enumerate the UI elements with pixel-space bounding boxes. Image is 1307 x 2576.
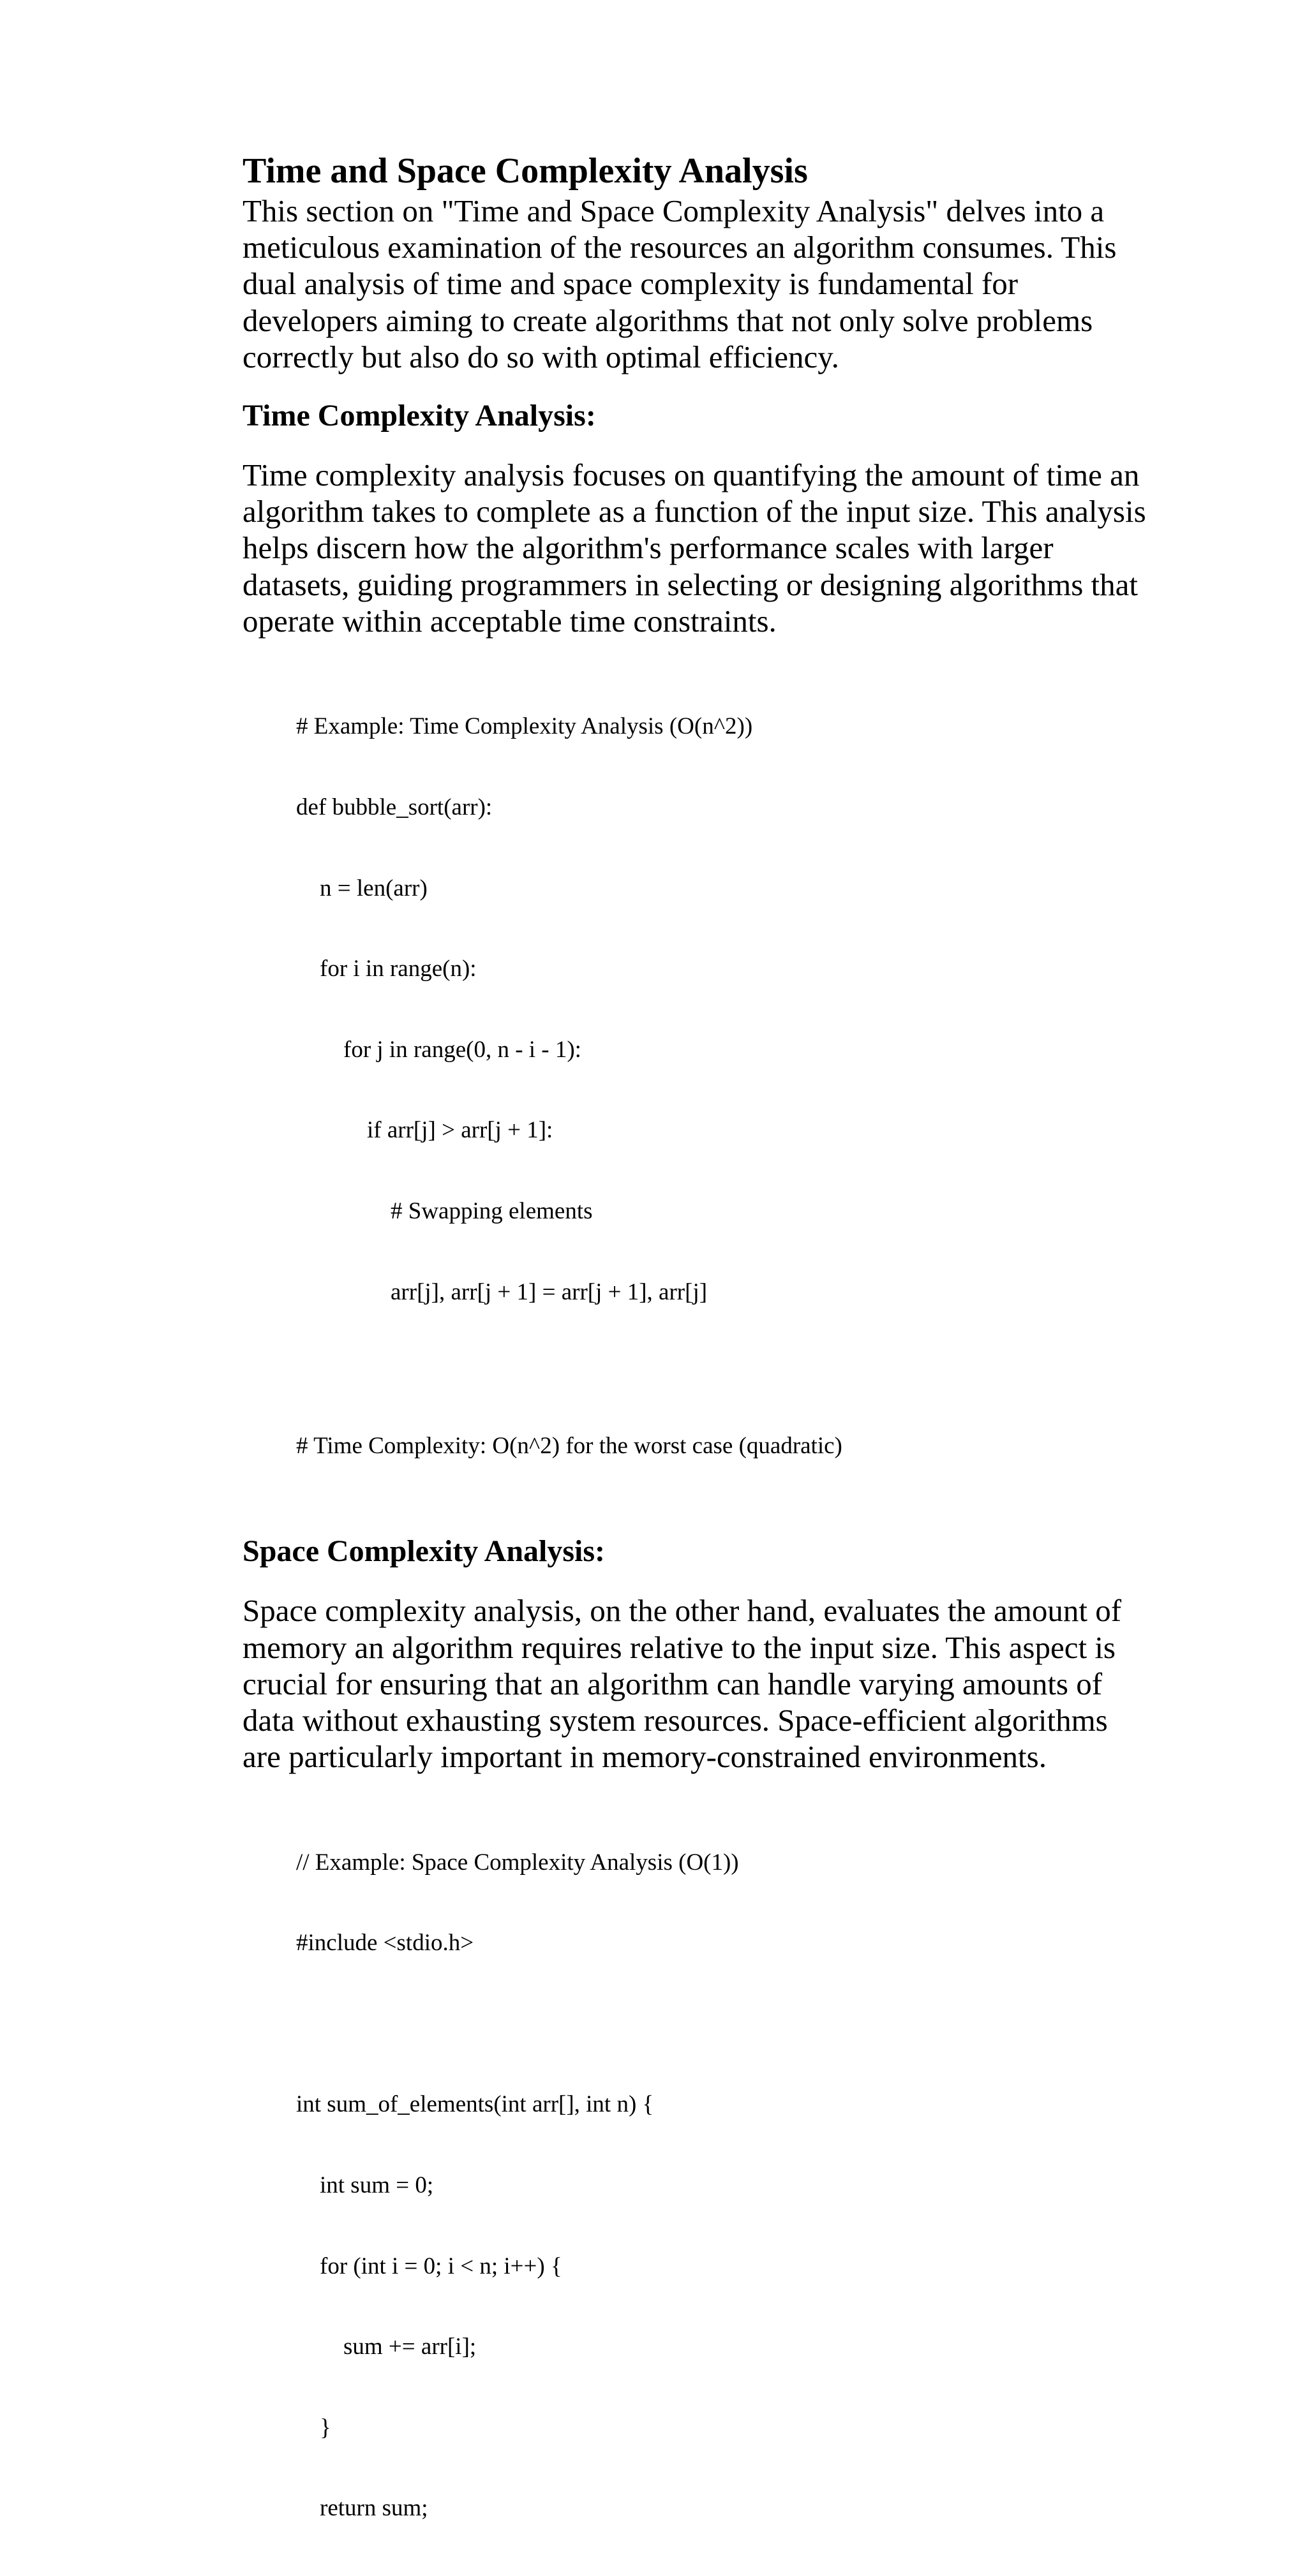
code-line: def bubble_sort(arr): [296,794,493,821]
code-line: return sum; [296,2495,428,2522]
time-complexity-code-note [296,1379,1149,1513]
code-line: for (int i = 0; i < n; i++) { [296,2253,562,2279]
page-title: Time and Space Complexity Analysis [243,151,808,191]
code-line [296,2011,1149,2038]
time-complexity-heading: Time Complexity Analysis: [243,399,596,433]
code-line: // Example: Space Complexity Analysis (O(1)) [296,1849,739,1876]
code-line: if arr[j] > arr[j + 1]: [296,1117,553,1144]
code-line: for i in range(n): [296,956,477,982]
code-line: arr[j], arr[j + 1] = arr[j + 1], arr[j] [296,1278,708,1305]
code-line: } [296,2414,331,2441]
document-page [243,151,1149,2576]
code-line: int sum_of_elements(int arr[], int n) { [296,2091,654,2118]
code-line: n = len(arr) [296,875,428,901]
space-complexity-code-block [296,1795,1149,2576]
time-complexity-paragraph: Time complexity analysis focuses on quantifying the amount of time an algorithm takes to complete as a function of the input size. This analysis helps discern how the algorithm's performance scales with larger datasets, guiding programmers in selecting or designing algorithms that operate within acceptable time constraints. [243,457,1146,639]
code-line: # Example: Time Complexity Analysis (O(n^2)) [296,713,753,740]
code-line: int sum = 0; [296,2172,434,2198]
code-line: # Time Complexity: O(n^2) for the worst case (quadratic) [296,1432,842,1459]
code-line: # Swapping elements [296,1198,593,1225]
time-complexity-code-block [296,660,1149,1359]
space-complexity-paragraph: Space complexity analysis, on the other hand, evaluates the amount of memory an algorithm requires relative to the input size. This aspect is crucial for ensuring that an algorithm can handle varying amounts of data without exhausting system resources. Space-efficient algorithms are particularly important in memory-constrained environments. [243,1593,1122,1775]
code-line: for j in range(0, n - i - 1): [296,1036,581,1063]
intro-paragraph: This section on "Time and Space Complexity Analysis" delves into a meticulous examination of the resources an algorithm consumes. This dual analysis of time and space complexity is fundamental for developers aiming to create algorithms that not only solve problems correctly but also do so with optimal efficiency. [243,193,1117,374]
code-line: #include <stdio.h> [296,1930,474,1957]
code-line: sum += arr[i]; [296,2334,477,2360]
space-complexity-heading: Space Complexity Analysis: [243,1534,606,1569]
